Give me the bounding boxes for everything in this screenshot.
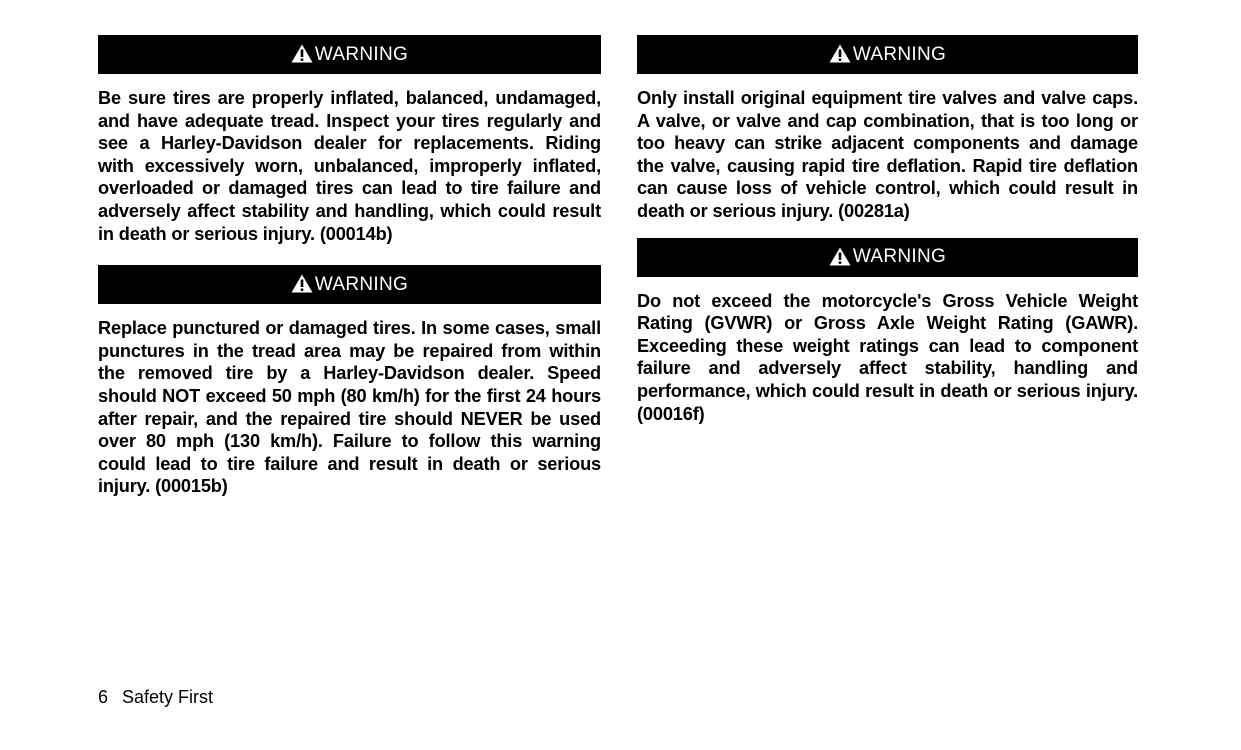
warning-banner [98, 265, 601, 304]
warning-heading: WARNING [852, 43, 947, 65]
warning-text: Replace punctured or damaged tires. In some cases, small punctures in the tread area may be repaired from within the removed tire by a Harley-Davidson dealer. Speed should NOT exceed 50 mph (80 km/h) for the first 24 hours after repair, and the repaired tire should NEVER be used over 80 mph (130 km/h). Failure to follow this warning could lead to tire failure and result in death or serious injury. (00015b) [98, 318, 601, 497]
warning-banner [637, 238, 1138, 277]
warning-heading: WARNING [852, 246, 947, 268]
warning-heading: WARNING [314, 43, 409, 65]
warning-triangle-icon [829, 247, 851, 266]
section-title: Safety First [122, 687, 214, 707]
warning-triangle-icon [291, 274, 313, 293]
page-number: 6 [98, 687, 109, 707]
warning-text: Only install original equipment tire valves and valve caps. A valve, or valve and cap combination, that is too long or too heavy can strike adjacent components and damage the valve, causing rapid tire deflation. Rapid tire deflation can cause loss of vehicle control, which could result in death or serious injury. (00281a) [637, 88, 1138, 221]
warning-text: Be sure tires are properly inflated, balanced, undamaged, and have adequate tread. Inspect your tires regularly and see a Harley-Davidson dealer for replacements. Riding with excessively worn, unbalanced, improperly inflated, overloaded or damaged tires can lead to tire failure and adversely affect stability and handling, which could result in death or serious injury. (00014b) [98, 88, 601, 244]
warning-banner [98, 35, 601, 74]
warning-triangle-icon [829, 44, 851, 63]
page-footer [98, 687, 213, 708]
warning-triangle-icon [291, 44, 313, 63]
warning-heading: WARNING [314, 273, 409, 295]
warning-banner [637, 35, 1138, 74]
right-column [637, 35, 1138, 425]
warning-text: Do not exceed the motorcycle's Gross Vehicle Weight Rating (GVWR) or Gross Axle Weight Rating (GAWR). Exceeding these weight ratings can lead to component failure and adversely affect stability, handling and performance, which could result in death or serious injury. (00016f) [637, 290, 1138, 424]
left-column [98, 35, 601, 498]
